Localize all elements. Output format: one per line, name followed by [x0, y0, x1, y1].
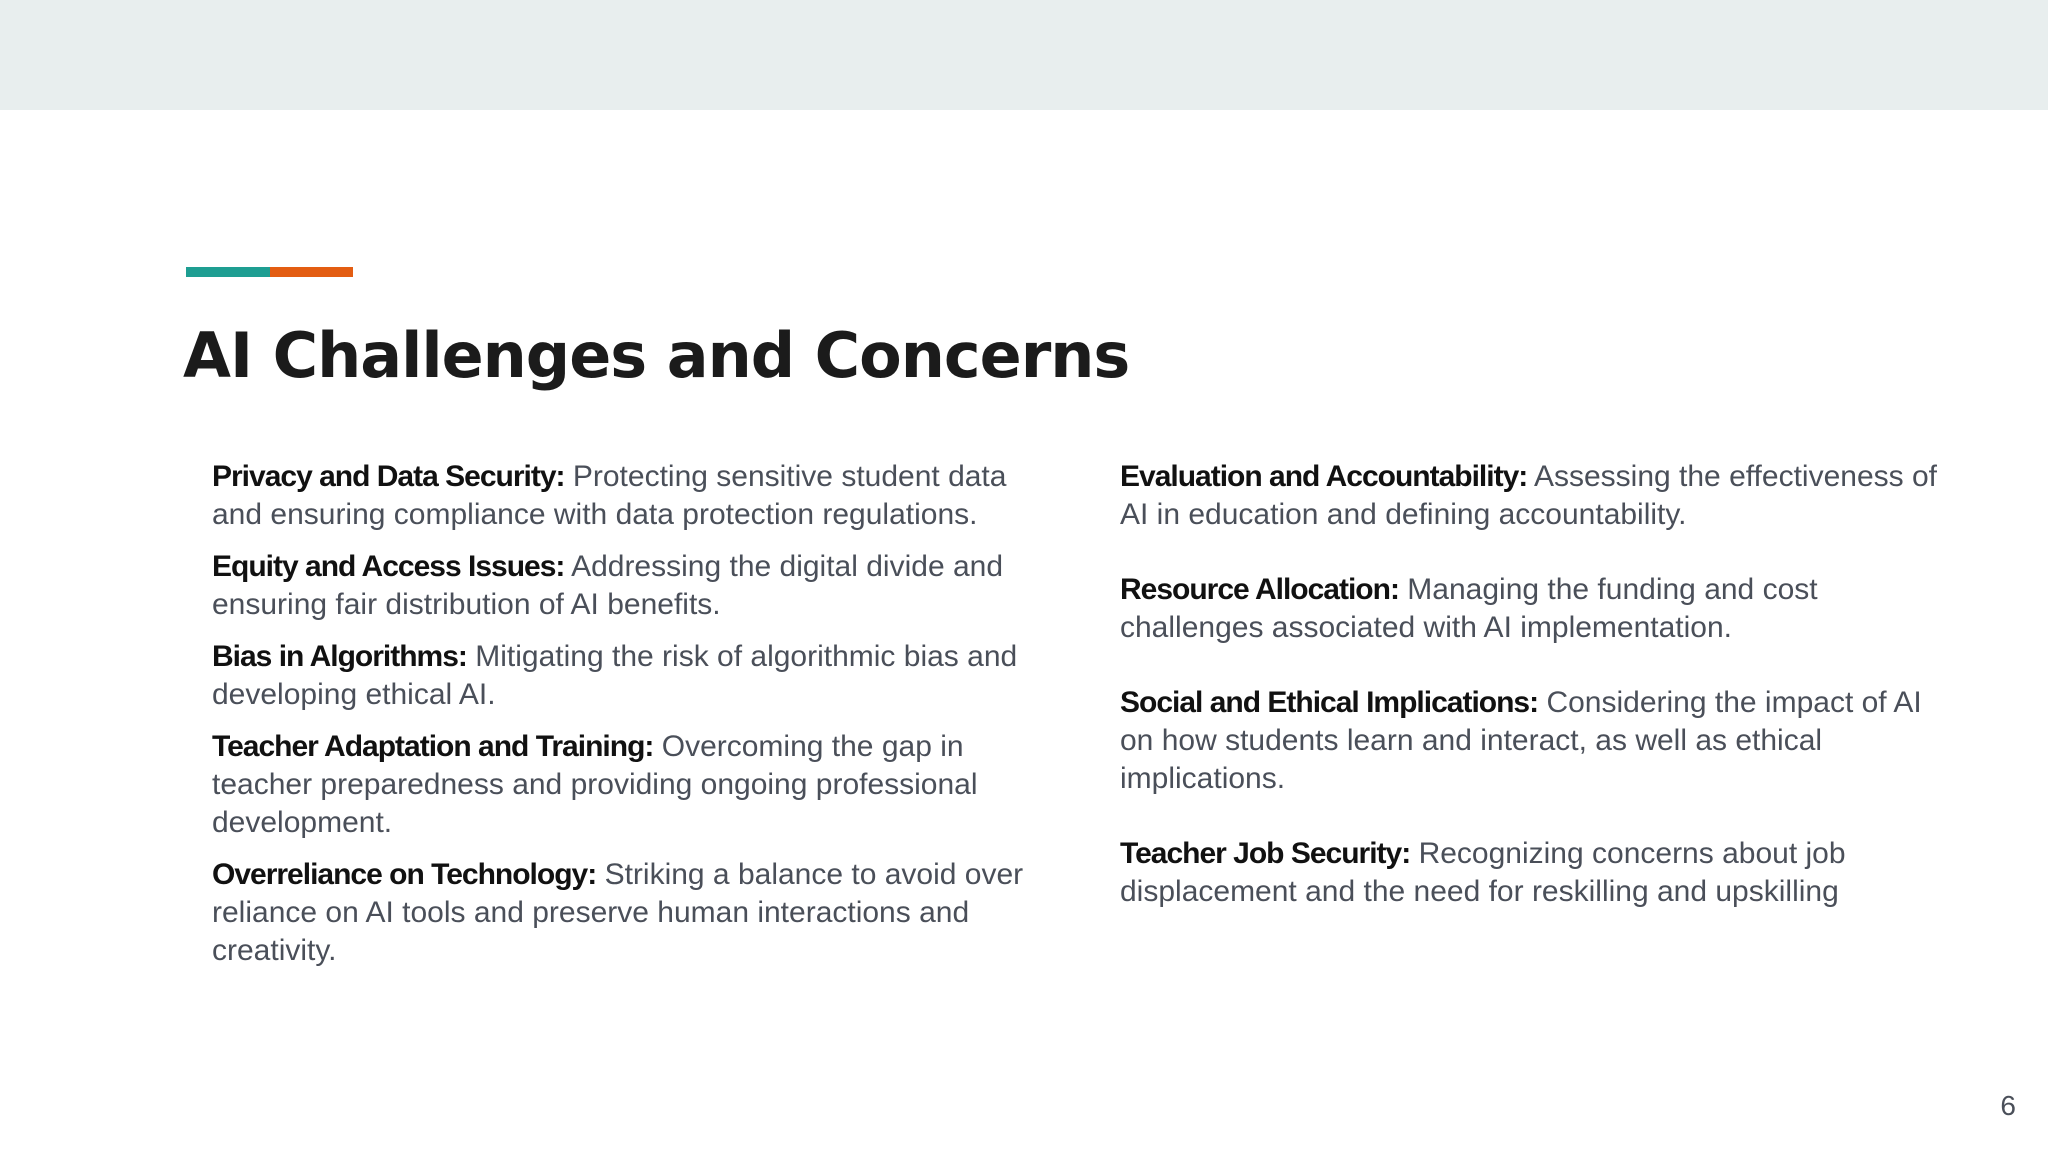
- item-term: Equity and Access Issues:: [212, 550, 565, 583]
- item-term: Teacher Adaptation and Training:: [212, 730, 654, 763]
- item-term: Resource Allocation:: [1120, 573, 1399, 606]
- accent-bar: [186, 267, 353, 277]
- item-description: Protecting sensitive student data and ensuring compliance with data protection regulations.: [212, 460, 1007, 531]
- list-item-social-ethical: [1120, 684, 1950, 798]
- list-item-equity: [212, 548, 1052, 624]
- item-description: Managing the funding and cost challenges associated with AI implementation.: [1120, 573, 1818, 644]
- item-term: Privacy and Data Security:: [212, 460, 565, 493]
- list-item-resource-allocation: [1120, 571, 1950, 647]
- item-description: Mitigating the risk of algorithmic bias and developing ethical AI.: [212, 640, 1018, 711]
- item-term: Social and Ethical Implications:: [1120, 686, 1539, 719]
- accent-bar-teal: [186, 267, 270, 277]
- right-column: [1120, 458, 1950, 948]
- item-term: Evaluation and Accountability:: [1120, 460, 1528, 493]
- list-item-evaluation: [1120, 458, 1950, 534]
- item-description: Striking a balance to avoid over reliance on AI tools and preserve human interactions and creativity.: [212, 858, 1024, 967]
- left-column: [212, 458, 1052, 984]
- item-description: Assessing the effectiveness of AI in education and defining accountability.: [1120, 460, 1937, 531]
- page-number: 6: [2000, 1090, 2016, 1121]
- slide-title: AI Challenges and Concerns: [183, 319, 1130, 392]
- list-item-overreliance: [212, 856, 1052, 970]
- item-description: Considering the impact of AI on how students learn and interact, as well as ethical implications.: [1120, 686, 1922, 795]
- list-item-privacy: [212, 458, 1052, 534]
- list-item-job-security: [1120, 835, 1950, 911]
- top-band: [0, 0, 2048, 110]
- item-term: Bias in Algorithms:: [212, 640, 467, 673]
- item-term: Teacher Job Security:: [1120, 837, 1411, 870]
- item-description: Overcoming the gap in teacher preparedness and providing ongoing professional development.: [212, 730, 978, 839]
- item-description: Recognizing concerns about job displacement and the need for reskilling and upskilling: [1120, 837, 1846, 908]
- list-item-bias: [212, 638, 1052, 714]
- item-term: Overreliance on Technology:: [212, 858, 597, 891]
- accent-bar-orange: [270, 267, 354, 277]
- item-description: Addressing the digital divide and ensuring fair distribution of AI benefits.: [212, 550, 1004, 621]
- list-item-teacher-adaptation: [212, 728, 1052, 842]
